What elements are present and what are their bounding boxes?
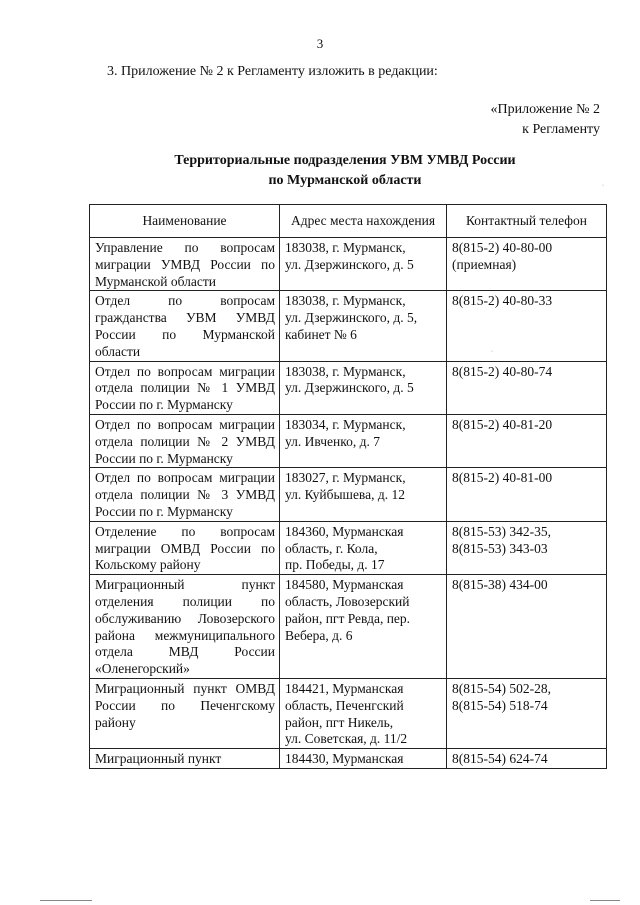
address-line: ул. Дзержинского, д. 5 <box>285 256 414 272</box>
table-row <box>90 575 607 679</box>
phone-line: 8(815-38) 434-00 <box>452 577 548 593</box>
cell-address <box>280 575 447 679</box>
cell-phone <box>447 749 607 769</box>
table-row <box>90 414 607 467</box>
address-line: пр. Победы, д. 17 <box>285 557 385 573</box>
address-line: 183034, г. Мурманск, <box>285 416 406 432</box>
address-line: область, Печенгский <box>285 697 404 713</box>
cell-phone <box>447 678 607 748</box>
address-line: ул. Дзержинского, д. 5, <box>285 310 418 326</box>
cell-name: Отдел по вопросам миграции отдела полиции № 3 УМВД России по г. Мурманску <box>90 468 280 521</box>
address-line: область, г. Кола, <box>285 540 378 556</box>
table-row <box>90 291 607 361</box>
address-line: ул. Советская, д. 11/2 <box>285 731 408 747</box>
address-line: 183038, г. Мурманск, <box>285 293 406 309</box>
phone-line: 8(815-53) 343-03 <box>452 540 548 556</box>
table-row <box>90 361 607 414</box>
phone-line: 8(815-53) 342-35, <box>452 523 551 539</box>
address-line: 183038, г. Мурманск, <box>285 363 406 379</box>
table-row <box>90 749 607 769</box>
address-line: ул. Дзержинского, д. 5 <box>285 380 414 396</box>
table-row <box>90 521 607 574</box>
address-line: 184421, Мурманская <box>285 680 404 696</box>
phone-line: 8(815-2) 40-80-74 <box>452 363 553 379</box>
table-row <box>90 238 607 291</box>
address-line: кабинет № 6 <box>285 326 357 342</box>
cell-name: Управление по вопросам миграции УМВД России по Мурманской области <box>90 238 280 291</box>
footer-rule <box>590 900 620 901</box>
phone-line: 8(815-54) 624-74 <box>452 751 548 767</box>
cell-phone <box>447 521 607 574</box>
title-line-1: Территориальные подразделения УВМ УМВД России <box>174 153 516 168</box>
address-line: 184430, Мурманская <box>285 751 404 767</box>
address-line: Вебера, д. 6 <box>285 627 353 643</box>
phone-line: 8(815-54) 518-74 <box>452 697 548 713</box>
cell-phone <box>447 468 607 521</box>
address-line: район, пгт Ревда, пер. <box>285 610 411 626</box>
cell-phone <box>447 575 607 679</box>
cell-name: Отдел по вопросам миграции отдела полиции № 2 УМВД России по г. Мурманску <box>90 414 280 467</box>
cell-name: Миграционный пункт отделения полиции по обслуживанию Ловозерского района межмуниципального отдела МВД России «Оленегорский» <box>90 575 280 679</box>
address-line: область, Ловозерский <box>285 593 410 609</box>
address-line: ул. Куйбышева, д. 12 <box>285 487 405 503</box>
table-row <box>90 468 607 521</box>
cell-address <box>280 238 447 291</box>
subdivisions-table <box>89 204 607 769</box>
cell-phone <box>447 361 607 414</box>
cell-address <box>280 521 447 574</box>
header-name: Наименование <box>90 205 280 238</box>
address-line: 183027, г. Мурманск, <box>285 470 406 486</box>
cell-address <box>280 291 447 361</box>
scan-speck: · <box>602 183 604 189</box>
appendix-reference <box>491 100 601 140</box>
address-line: район, пгт Никель, <box>285 714 394 730</box>
phone-line: 8(815-2) 40-80-00 <box>452 240 553 255</box>
appendix-line-1: «Приложение № 2 <box>490 102 600 117</box>
address-line: 184360, Мурманская <box>285 523 404 539</box>
scan-speck: · <box>491 349 493 355</box>
cell-address <box>280 749 447 769</box>
phone-line: 8(815-54) 502-28, <box>452 680 551 696</box>
phone-line: 8(815-2) 40-81-20 <box>452 416 553 432</box>
page-number: 3 <box>316 36 324 51</box>
address-line: ул. Ивченко, д. 7 <box>285 433 381 449</box>
cell-address <box>280 414 447 467</box>
cell-name: Отдел по вопросам миграции отдела полиции № 1 УМВД России по г. Мурманску <box>90 361 280 414</box>
cell-phone <box>447 291 607 361</box>
table-header-row <box>90 205 607 238</box>
table-body <box>90 238 607 769</box>
header-address: Адрес места нахождения <box>280 205 447 238</box>
address-line: 183038, г. Мурманск, <box>285 240 406 255</box>
address-line: 184580, Мурманская <box>285 577 404 593</box>
header-phone: Контактный телефон <box>447 205 607 238</box>
title-line-2: по Мурманской области <box>268 173 422 188</box>
phone-line: 8(815-2) 40-81-00 <box>452 470 553 486</box>
cell-address <box>280 361 447 414</box>
appendix-line-2: к Регламенту <box>522 122 600 137</box>
cell-phone <box>447 238 607 291</box>
phone-line: 8(815-2) 40-80-33 <box>452 293 553 309</box>
cell-name: Отделение по вопросам миграции ОМВД России по Кольскому району <box>90 521 280 574</box>
document-title <box>0 151 640 191</box>
cell-name: Отдел по вопросам гражданства УВМ УМВД России по Мурманской области <box>90 291 280 361</box>
cell-name: Миграционный пункт ОМВД России по Печенгскому району <box>90 678 280 748</box>
cell-address <box>280 468 447 521</box>
footer-rule <box>40 900 92 901</box>
table-row <box>90 678 607 748</box>
cell-phone <box>447 414 607 467</box>
cell-address <box>280 678 447 748</box>
phone-line: (приемная) <box>452 256 517 272</box>
intro-paragraph: 3. Приложение № 2 к Регламенту изложить в редакции: <box>107 64 438 79</box>
cell-name: Миграционный пункт <box>90 749 280 769</box>
